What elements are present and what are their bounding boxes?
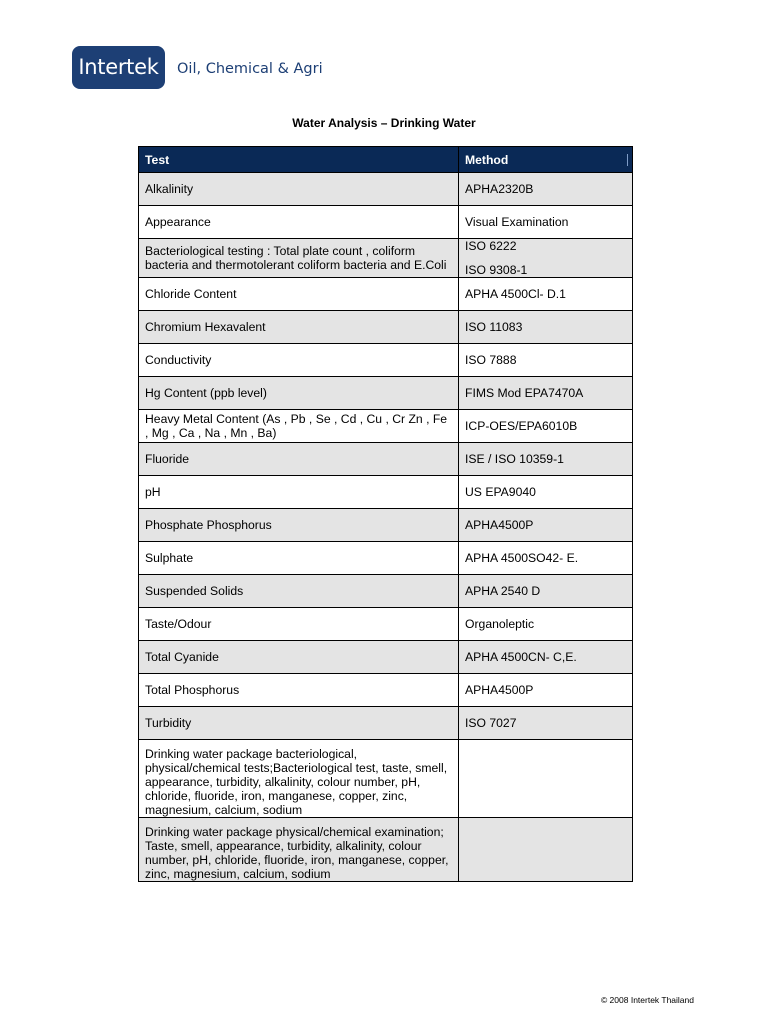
method-cell: APHA2320B (459, 173, 633, 206)
test-cell: Drinking water package bacteriological, physical/chemical tests;Bacteriological test, taste, smell, appearance, turbidity, alkalinity, colour number, pH, chloride, fluoride, iron, manganese, copper, zinc, magnesium, calcium, sodium (139, 740, 459, 818)
table-row (139, 278, 633, 311)
test-cell: Conductivity (139, 344, 459, 377)
analysis-table (138, 146, 633, 882)
method-cell (459, 239, 633, 278)
table-row (139, 542, 633, 575)
table-row (139, 476, 633, 509)
table-row (139, 173, 633, 206)
column-header-method-label: Method (465, 152, 509, 167)
table-row (139, 509, 633, 542)
test-cell: Chromium Hexavalent (139, 311, 459, 344)
method-line: ISO 9308-1 (465, 263, 528, 277)
table-row (139, 311, 633, 344)
table-row (139, 410, 633, 443)
table-row (139, 641, 633, 674)
table-row (139, 674, 633, 707)
column-header-test: Test (139, 147, 459, 173)
document-title: Water Analysis – Drinking Water (292, 116, 476, 130)
test-cell: Drinking water package physical/chemical examination; Taste, smell, appearance, turbidity, alkalinity, colour number, pH, chloride, fluoride, iron, manganese, copper, zinc, magnesium, calcium, sodium (139, 818, 459, 882)
test-cell: pH (139, 476, 459, 509)
method-cell: APHA 2540 D (459, 575, 633, 608)
table-row (139, 608, 633, 641)
division-name: Oil, Chemical & Agri (177, 61, 323, 77)
test-cell: Turbidity (139, 707, 459, 740)
method-cell: ISE / ISO 10359-1 (459, 443, 633, 476)
test-cell: Chloride Content (139, 278, 459, 311)
test-cell: Suspended Solids (139, 575, 459, 608)
table-row (139, 239, 633, 278)
table-row (139, 818, 633, 882)
method-cell: US EPA9040 (459, 476, 633, 509)
table-row (139, 344, 633, 377)
test-cell: Total Cyanide (139, 641, 459, 674)
test-cell: Phosphate Phosphorus (139, 509, 459, 542)
method-cell: FIMS Mod EPA7470A (459, 377, 633, 410)
method-cell: ISO 11083 (459, 311, 633, 344)
test-cell: Alkalinity (139, 173, 459, 206)
test-cell: Sulphate (139, 542, 459, 575)
method-cell (459, 818, 633, 882)
test-cell: Total Phosphorus (139, 674, 459, 707)
table-header-row (139, 147, 633, 173)
test-cell: Bacteriological testing : Total plate count , coliform bacteria and thermotolerant coliform bacteria and E.Coli (139, 239, 459, 278)
table-row (139, 443, 633, 476)
logo-text: Intertek (78, 55, 159, 79)
copyright-notice: © 2008 Intertek Thailand (600, 995, 694, 1005)
method-cell: APHA4500P (459, 674, 633, 707)
column-header-method (459, 147, 633, 173)
method-cell: ICP-OES/EPA6010B (459, 410, 633, 443)
method-cell: APHA 4500CN- C,E. (459, 641, 633, 674)
header-divider-mark (627, 154, 628, 166)
intertek-logo (72, 46, 165, 89)
test-cell: Hg Content (ppb level) (139, 377, 459, 410)
method-cell: APHA 4500SO42- E. (459, 542, 633, 575)
method-cell: APHA 4500Cl- D.1 (459, 278, 633, 311)
test-cell: Heavy Metal Content (As , Pb , Se , Cd , Cu , Cr Zn , Fe , Mg , Ca , Na , Mn , Ba) (139, 410, 459, 443)
table-row (139, 740, 633, 818)
table-row (139, 377, 633, 410)
test-cell: Taste/Odour (139, 608, 459, 641)
table-row (139, 575, 633, 608)
test-cell: Appearance (139, 206, 459, 239)
table-row (139, 206, 633, 239)
method-cell: APHA4500P (459, 509, 633, 542)
method-cell: Organoleptic (459, 608, 633, 641)
method-cell: ISO 7027 (459, 707, 633, 740)
method-line: ISO 6222 (465, 239, 517, 253)
table-row (139, 707, 633, 740)
method-cell: ISO 7888 (459, 344, 633, 377)
method-cell (459, 740, 633, 818)
test-cell: Fluoride (139, 443, 459, 476)
method-cell: Visual Examination (459, 206, 633, 239)
